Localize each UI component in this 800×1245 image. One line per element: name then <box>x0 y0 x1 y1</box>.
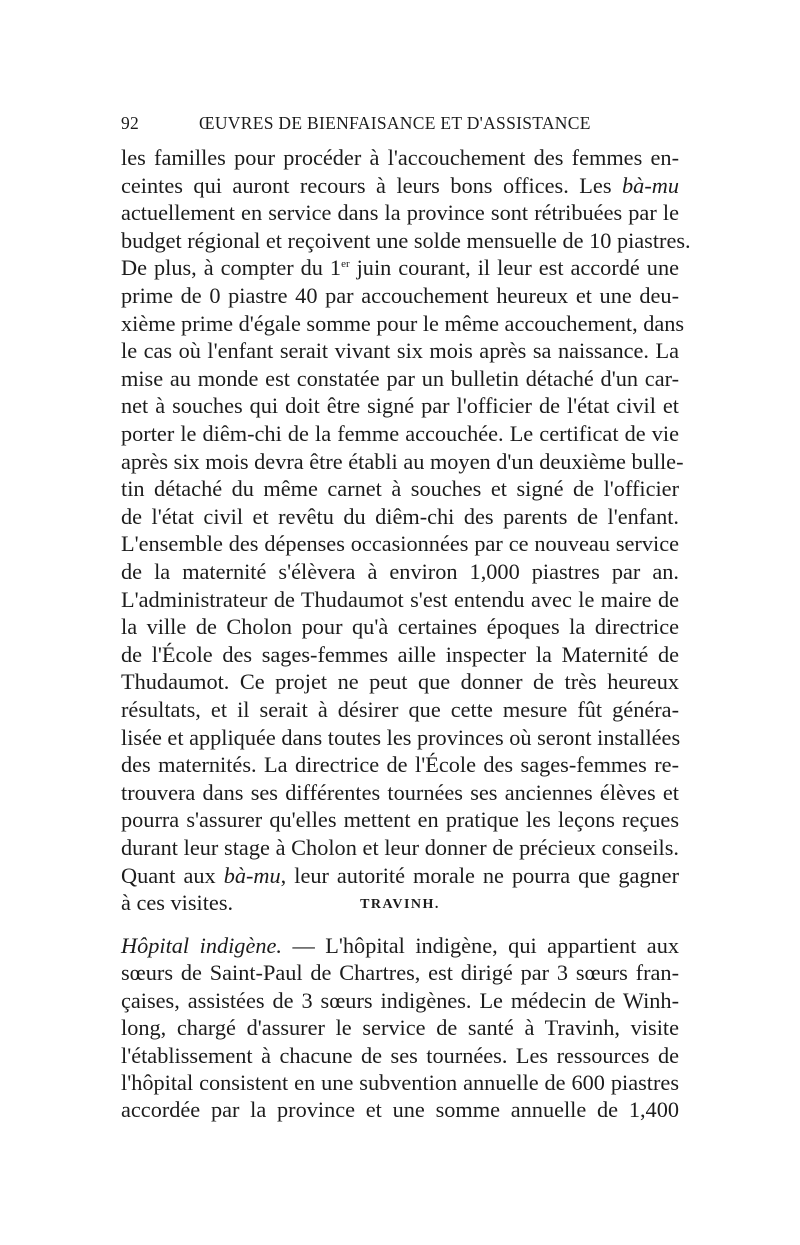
section-heading: TRAVINH. <box>360 897 440 912</box>
text-line: la ville de Cholon pour qu'à certaines époques la directrice <box>121 614 679 640</box>
text-line: durant leur stage à Cholon et leur donner de précieux conseils. <box>121 835 679 860</box>
text-line: à ces visites. <box>121 890 234 916</box>
text-line: de l'École des sages-femmes aille inspecter la Maternité de <box>121 641 679 667</box>
running-header <box>121 113 681 134</box>
text-line: l'hôpital consistent en une subvention annuelle de 600 piastres <box>121 1070 679 1095</box>
text-line: de la maternité s'élèvera à environ 1,000 piastres par an. <box>121 559 679 584</box>
text-line: L'administrateur de Thudaumot s'est entendu avec le maire de <box>121 586 679 612</box>
text-line: porter le diêm-chi de la femme accouchée. Le certificat de vie <box>121 421 679 446</box>
text-line: çaises, assistées de 3 sœurs indigènes. Le médecin de Winh- <box>121 987 679 1013</box>
text-line: des maternités. La directrice de l'École des sages-femmes re- <box>121 752 679 778</box>
text-line: pourra s'assurer qu'elles mettent en pratique les leçons reçues <box>121 807 679 833</box>
text-line: accordée par la province et une somme annuelle de 1,400 <box>121 1097 679 1123</box>
text-line: net à souches qui doit être signé par l'officier de l'état civil et <box>121 393 679 419</box>
page-number: 92 <box>121 113 140 133</box>
text-line: résultats, et il serait à désirer que cette mesure fût généra- <box>121 697 679 722</box>
text-line: mise au monde est constatée par un bulletin détaché d'un car- <box>121 365 679 391</box>
running-title: ŒUVRES DE BIENFAISANCE ET D'ASSISTANCE <box>199 113 591 133</box>
text-line: les familles pour procéder à l'accouchement des femmes en- <box>121 145 679 170</box>
text-line: le cas où l'enfant serait vivant six mois après sa naissance. La <box>121 338 679 364</box>
text-line: de l'état civil et revêtu du diêm-chi des parents de l'enfant. <box>121 503 679 529</box>
text-line: actuellement en service dans la province sont rétribuées par le <box>121 200 679 226</box>
text-line: trouvera dans ses différentes tournées ses anciennes élèves et <box>121 779 679 805</box>
text-line: De plus, à compter du 1er juin courant, il leur est accordé une <box>121 255 679 281</box>
text-line: tin détaché du même carnet à souches et signé de l'officier <box>121 476 679 502</box>
text-line: lisée et appliquée dans toutes les provinces où seront installées <box>121 724 681 750</box>
text-line: sœurs de Saint-Paul de Chartres, est dirigé par 3 sœurs fran- <box>121 960 679 986</box>
text-line: L'ensemble des dépenses occasionnées par ce nouveau service <box>121 531 679 557</box>
text-line: Thudaumot. Ce projet ne peut que donner de très heureux <box>121 669 679 695</box>
text-line: l'établissement à chacune de ses tournées. Les ressources de <box>121 1042 679 1068</box>
text-line: xième prime d'égale somme pour le même accouchement, dans <box>121 310 685 336</box>
text-line: après six mois devra être établi au moyen d'un deuxième bulle- <box>121 448 684 474</box>
text-line: budget régional et reçoivent une solde mensuelle de 10 piastres. <box>121 227 691 253</box>
text-line: Hôpital indigène. — L'hôpital indigène, qui appartient aux <box>121 933 679 958</box>
text-line: Quant aux bà-mu, leur autorité morale ne pourra que gagner <box>121 862 679 888</box>
text-line: ceintes qui auront recours à leurs bons offices. Les bà-mu <box>121 172 679 198</box>
text-line: long, chargé d'assurer le service de santé à Travinh, visite <box>121 1015 679 1041</box>
text-line: prime de 0 piastre 40 par accouchement heureux et une deu- <box>121 283 679 308</box>
